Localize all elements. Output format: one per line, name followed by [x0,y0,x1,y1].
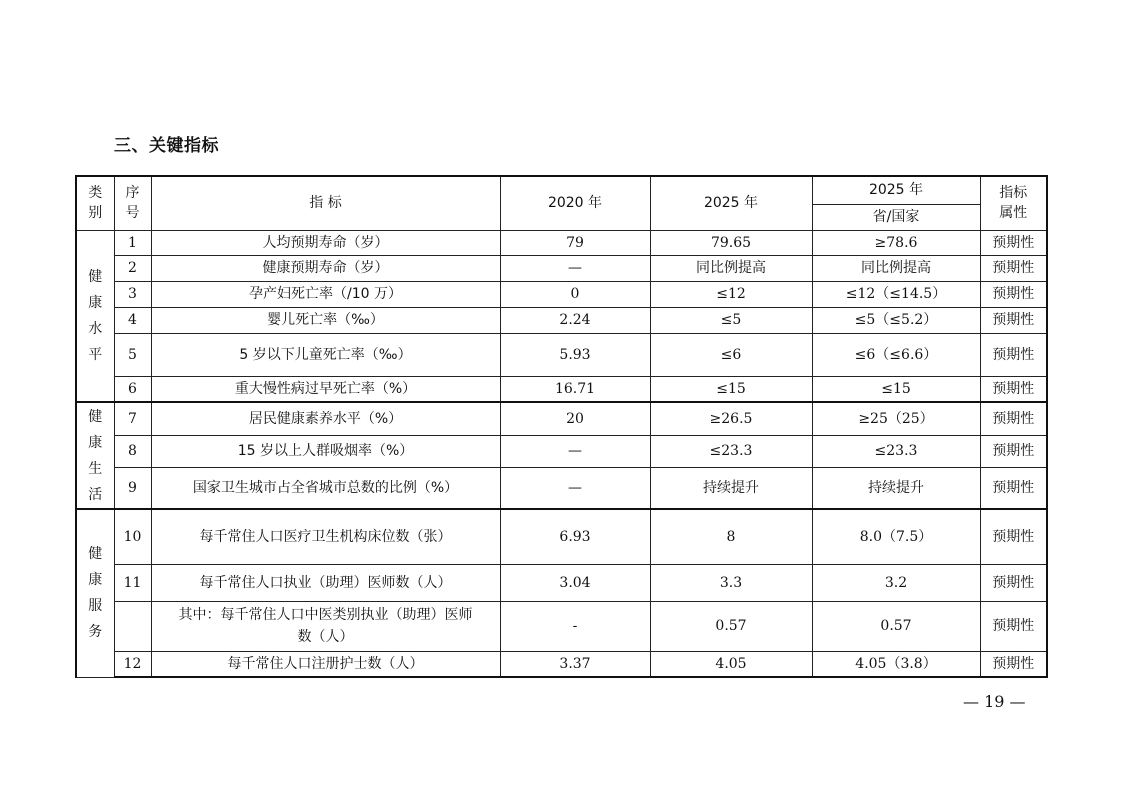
attribute-cell: 预期性 [980,601,1047,651]
attribute-cell: 预期性 [980,376,1047,402]
indicator-cell: 每千常住人口医疗卫生机构床位数（张） [151,509,500,564]
value-province-cell: ≤23.3 [812,435,980,467]
value-2025-cell: 79.65 [650,230,812,255]
attribute-cell: 预期性 [980,307,1047,333]
value-province-cell: 0.57 [812,601,980,651]
seq-cell [114,601,151,651]
indicator-cell: 15 岁以上人群吸烟率（%） [151,435,500,467]
category-cell: 健康水平 [76,230,114,402]
seq-cell: 1 [114,230,151,255]
value-2020-cell: — [500,435,650,467]
value-2020-cell: — [500,467,650,509]
seq-cell: 3 [114,281,151,307]
attribute-cell: 预期性 [980,651,1047,677]
value-2020-cell: 79 [500,230,650,255]
value-2025-cell: ≤6 [650,333,812,376]
seq-cell: 4 [114,307,151,333]
indicator-cell: 居民健康素养水平（%） [151,402,500,435]
value-2025-cell: 3.3 [650,564,812,601]
value-2025-cell: 同比例提高 [650,255,812,281]
seq-cell: 5 [114,333,151,376]
indicator-cell [151,601,500,651]
indicator-cell: 人均预期寿命（岁） [151,230,500,255]
value-2025-cell: ≤15 [650,376,812,402]
value-2025-cell: 4.05 [650,651,812,677]
value-2020-cell: 20 [500,402,650,435]
indicator-cell: 重大慢性病过早死亡率（%） [151,376,500,402]
value-2025-cell: ≤12 [650,281,812,307]
value-2025-cell: ≤5 [650,307,812,333]
seq-cell: 8 [114,435,151,467]
value-province-cell: ≤5（≤5.2） [812,307,980,333]
seq-cell: 11 [114,564,151,601]
attribute-cell: 预期性 [980,230,1047,255]
value-2020-cell: 0 [500,281,650,307]
value-2025-cell: ≤23.3 [650,435,812,467]
value-province-cell: 3.2 [812,564,980,601]
key-indicators-table [75,175,1048,678]
attribute-cell: 预期性 [980,435,1047,467]
header-2025: 2025 年 [650,176,812,230]
seq-cell: 2 [114,255,151,281]
indicator-text: 其中：每千常住人口中医类别执业（助理）医师数（人） [178,607,473,645]
value-province-cell: ≥78.6 [812,230,980,255]
attribute-cell: 预期性 [980,467,1047,509]
attribute-cell: 预期性 [980,255,1047,281]
seq-cell: 7 [114,402,151,435]
value-province-cell: 同比例提高 [812,255,980,281]
value-province-cell: 持续提升 [812,467,980,509]
seq-cell: 9 [114,467,151,509]
indicator-cell: 健康预期寿命（岁） [151,255,500,281]
value-2020-cell: - [500,601,650,651]
seq-cell: 12 [114,651,151,677]
header-2020: 2020 年 [500,176,650,230]
section-heading: 三、关键指标 [114,136,219,156]
value-2025-cell: ≥26.5 [650,402,812,435]
header-seq: 序号 [114,176,151,230]
header-attribute: 指标属性 [980,176,1047,230]
header-category: 类别 [76,176,114,230]
page-number: — 19 — [963,692,1026,711]
indicator-cell: 5 岁以下儿童死亡率（‰） [151,333,500,376]
attribute-cell: 预期性 [980,564,1047,601]
value-2020-cell: 6.93 [500,509,650,564]
header-2025-group: 2025 年 [812,176,980,204]
value-2020-cell: 3.04 [500,564,650,601]
indicator-cell: 每千常住人口注册护士数（人） [151,651,500,677]
value-2020-cell: 3.37 [500,651,650,677]
header-indicator: 指 标 [151,176,500,230]
attribute-cell: 预期性 [980,333,1047,376]
attribute-cell: 预期性 [980,281,1047,307]
value-2020-cell: — [500,255,650,281]
header-province: 省/国家 [812,204,980,230]
indicator-cell: 国家卫生城市占全省城市总数的比例（%） [151,467,500,509]
value-2020-cell: 16.71 [500,376,650,402]
value-province-cell: ≥25（25） [812,402,980,435]
attribute-cell: 预期性 [980,402,1047,435]
value-province-cell: ≤6（≤6.6） [812,333,980,376]
value-province-cell: 8.0（7.5） [812,509,980,564]
value-2025-cell: 持续提升 [650,467,812,509]
seq-cell: 10 [114,509,151,564]
attribute-cell: 预期性 [980,509,1047,564]
value-2025-cell: 0.57 [650,601,812,651]
category-cell: 健康生活 [76,402,114,509]
value-province-cell: ≤15 [812,376,980,402]
value-province-cell: ≤12（≤14.5） [812,281,980,307]
value-2020-cell: 5.93 [500,333,650,376]
indicator-cell: 每千常住人口执业（助理）医师数（人） [151,564,500,601]
value-province-cell: 4.05（3.8） [812,651,980,677]
category-cell: 健康服务 [76,509,114,677]
indicator-cell: 婴儿死亡率（‰） [151,307,500,333]
indicator-cell: 孕产妇死亡率（/10 万） [151,281,500,307]
value-2025-cell: 8 [650,509,812,564]
seq-cell: 6 [114,376,151,402]
value-2020-cell: 2.24 [500,307,650,333]
